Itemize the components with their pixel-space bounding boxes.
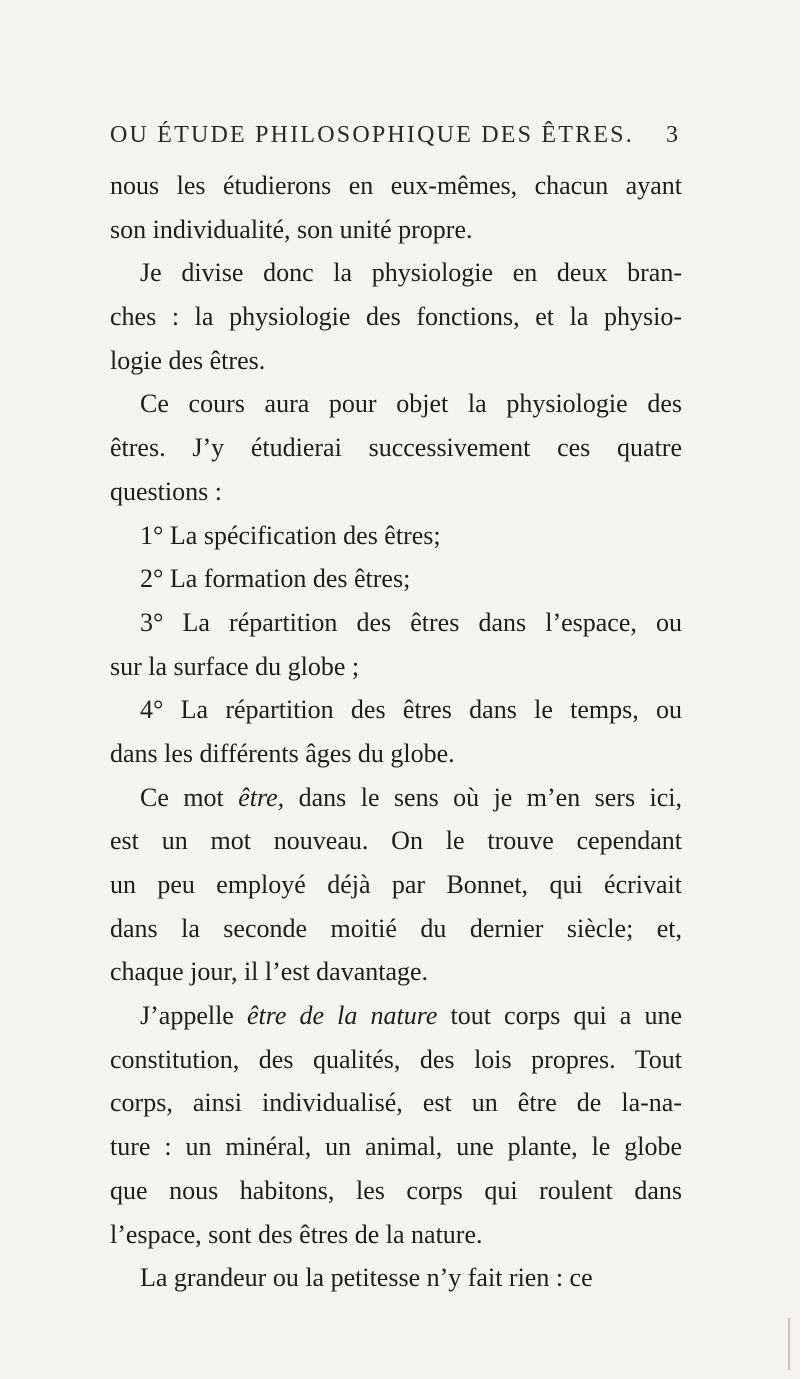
- text-line: nous les étudierons en eux-mêmes, chacun ayant: [110, 171, 682, 200]
- text-line: que nous habitons, les corps qui roulent dans: [110, 1175, 682, 1205]
- text-line: Je divise donc la physiologie en deux bran-: [140, 258, 682, 288]
- text-line: J’appelle être de la nature tout corps qui a une: [140, 1001, 682, 1031]
- text-line: logie des êtres.: [110, 345, 266, 375]
- text-line: l’espace, sont des êtres de la nature.: [110, 1219, 483, 1249]
- text-line: 2° La formation des êtres;: [140, 564, 411, 594]
- text-line: corps, ainsi individualisé, est un être de la-na-: [110, 1088, 682, 1118]
- body-text: [110, 164, 682, 1300]
- text-line: constitution, des qualités, des lois propres. Tout: [110, 1044, 682, 1074]
- text-line: 4° La répartition des êtres dans le temps, ou: [140, 695, 682, 725]
- text-line: est un mot nouveau. On le trouve cependant: [110, 826, 682, 856]
- page-number: 3: [666, 122, 678, 148]
- text-line: dans les différents âges du globe.: [110, 738, 455, 768]
- text-line: ches : la physiologie des fonctions, et la physio-: [110, 302, 682, 332]
- text-line: sur la surface du globe ;: [110, 651, 360, 681]
- text-line: Ce cours aura pour objet la physiologie des: [140, 389, 682, 419]
- text-line: 3° La répartition des êtres dans l’espace, ou: [140, 607, 682, 637]
- text-line: questions :: [110, 476, 222, 506]
- text-line: ture : un minéral, un animal, une plante, le globe: [110, 1132, 682, 1162]
- text-line: La grandeur ou la petitesse n’y fait rien : ce: [140, 1263, 593, 1293]
- text-line: Ce mot être, dans le sens où je m’en sers ici,: [140, 782, 682, 812]
- page-edge-mark: [788, 1318, 790, 1370]
- running-head: [110, 122, 678, 149]
- italic-term: être de la nature: [246, 1001, 438, 1031]
- text-line: un peu employé déjà par Bonnet, qui écrivait: [110, 870, 682, 899]
- text-line: êtres. J’y étudierai successivement ces quatre: [110, 433, 682, 463]
- running-title: OU ÉTUDE PHILOSOPHIQUE DES ÊTRES.: [110, 122, 634, 148]
- text-line: 1° La spécification des êtres;: [140, 520, 441, 550]
- text-line: chaque jour, il l’est davantage.: [110, 957, 429, 987]
- text-line: dans la seconde moitié du dernier siècle; et,: [110, 913, 682, 943]
- italic-term: être,: [238, 782, 285, 812]
- text-line: son individualité, son unité propre.: [110, 214, 473, 244]
